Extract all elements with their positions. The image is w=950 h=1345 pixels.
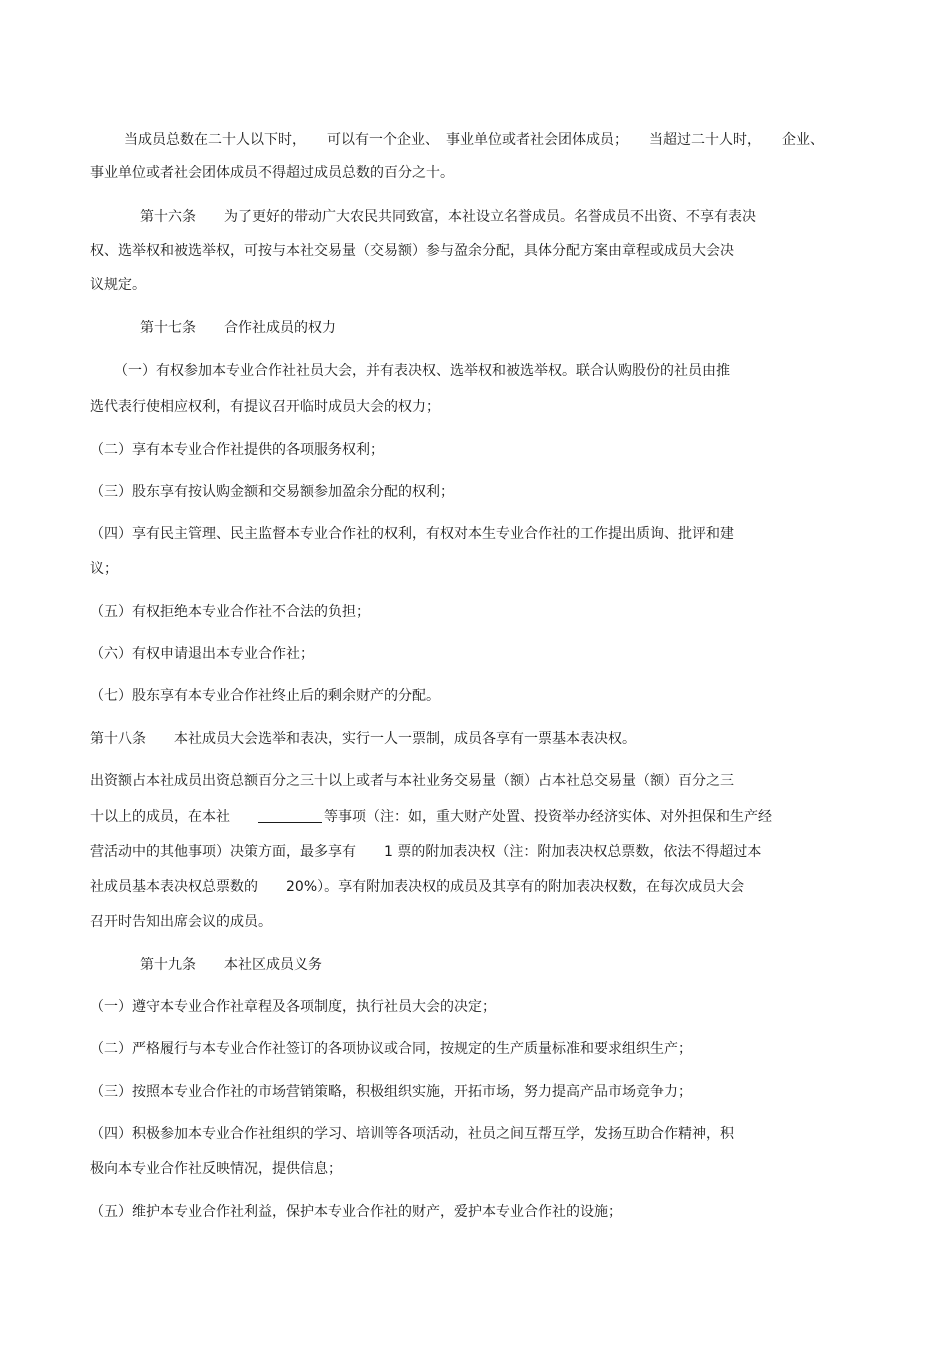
list-item: （二）严格履行与本专业合作社签订的各项协议或合同，按规定的生产质量标准和要求组织生产； [90,1041,692,1057]
article-16-heading: 第十六条 为了更好的带动广大农民共同致富，本社设立名誉成员。名誉成员不出资、不享有表决 [140,209,756,225]
text-segment: 十以上的成员，在本社 [90,809,230,825]
text-line: 社成员基本表决权总票数的 20%）。享有附加表决权的成员及其享有的附加表决权数，在每次成员大会 [90,879,745,895]
text-line: 权、选举权和被选举权，可按与本社交易量（交易额）参与盈余分配，具体分配方案由章程或成员大会决 [90,243,734,259]
list-item: （五）维护本专业合作社利益，保护本专业合作社的财产，爱护本专业合作社的设施； [90,1204,622,1220]
article-19-heading: 第十九条 本社区成员义务 [140,957,322,973]
list-item: （三）按照本专业合作社的市场营销策略，积极组织实施，开拓市场，努力提高产品市场竞争力； [90,1084,692,1100]
list-item: （一）有权参加本专业合作社社员大会，并有表决权、选举权和被选举权。联合认购股份的社员由推 [114,363,730,379]
text-line: 当成员总数在二十人以下时， 可以有一个企业、 事业单位或者社会团体成员； 当超过二十人时， 企业、 [124,132,824,148]
text-line: 营活动中的其他事项）决策方面，最多享有 1 票的附加表决权（注：附加表决权总票数，依法不得超过本 [90,844,762,860]
article-17-heading: 第十七条 合作社成员的权力 [140,320,336,336]
list-item: （六）有权申请退出本专业合作社； [90,646,314,662]
list-item: （一）遵守本专业合作社章程及各项制度，执行社员大会的决定； [90,999,496,1015]
text-line: 出资额占本社成员出资总额百分之三十以上或者与本社业务交易量（额）占本社总交易量（额）百分之三 [90,773,734,789]
fill-in-blank [258,809,322,823]
list-item: （三）股东享有按认购金额和交易额参加盈余分配的权利； [90,484,454,500]
text-line: 极向本专业合作社反映情况，提供信息； [90,1161,342,1177]
text-line-with-blank [90,808,772,826]
text-line: 议； [90,561,118,577]
text-line: 召开时告知出席会议的成员。 [90,914,272,930]
article-18-heading: 第十八条 本社成员大会选举和表决，实行一人一票制，成员各享有一票基本表决权。 [90,731,636,747]
list-item: （四）积极参加本专业合作社组织的学习、培训等各项活动，社员之间互帮互学，发扬互助合作精神，积 [90,1126,734,1142]
text-line: 事业单位或者社会团体成员不得超过成员总数的百分之十。 [90,165,454,181]
text-segment: 等事项（注：如，重大财产处置、投资举办经济实体、对外担保和生产经 [324,809,772,825]
list-item: （四）享有民主管理、民主监督本专业合作社的权利，有权对本生专业合作社的工作提出质询、批评和建 [90,526,734,542]
list-item: （七）股东享有本专业合作社终止后的剩余财产的分配。 [90,688,440,704]
list-item: （二）享有本专业合作社提供的各项服务权利； [90,442,384,458]
text-line: 选代表行使相应权利，有提议召开临时成员大会的权力； [90,399,440,415]
text-line: 议规定。 [90,277,146,293]
list-item: （五）有权拒绝本专业合作社不合法的负担； [90,604,370,620]
